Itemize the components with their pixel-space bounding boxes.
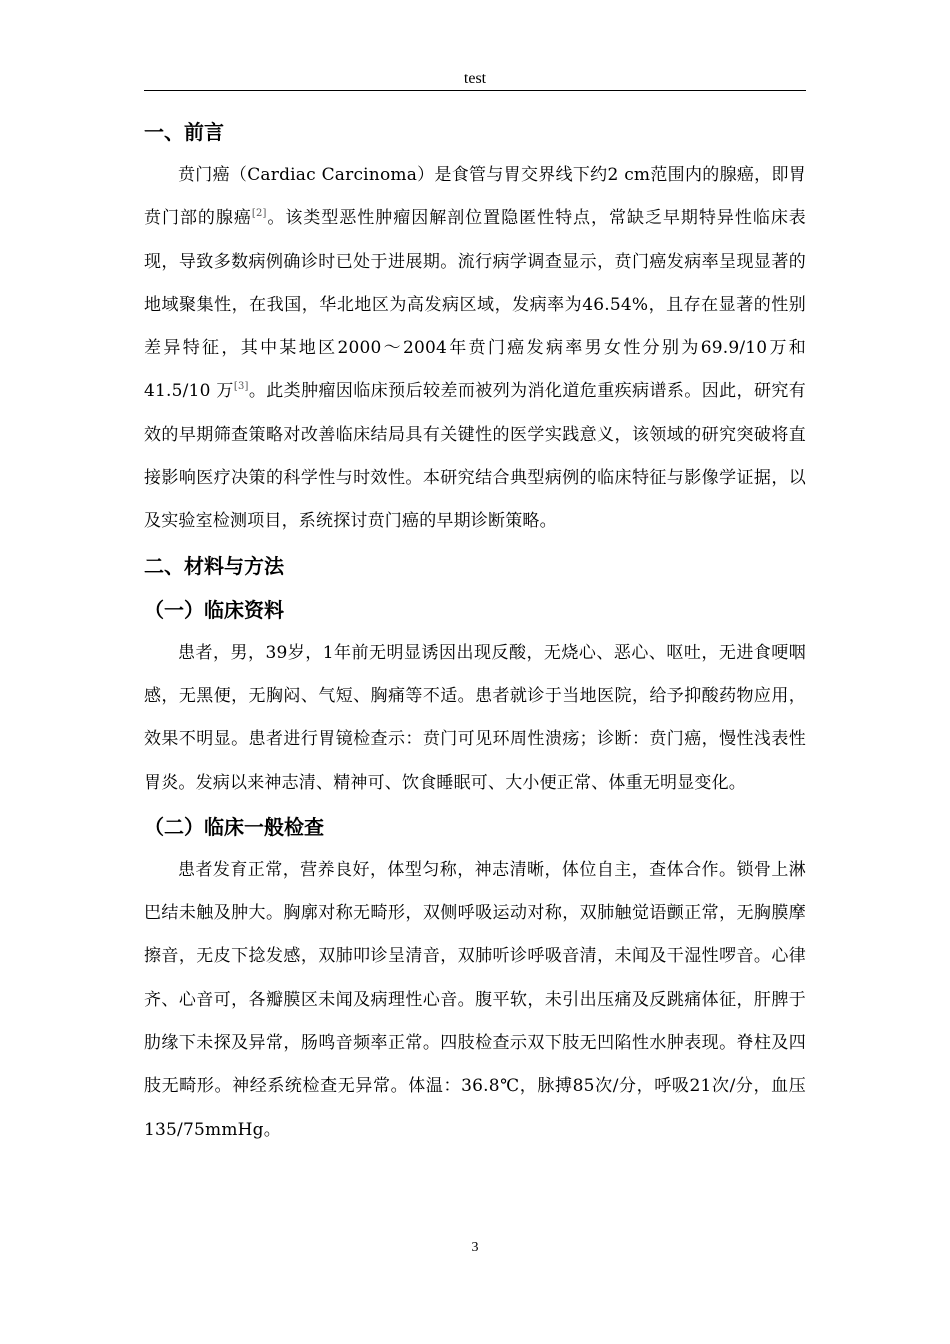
intro-paragraph bbox=[144, 154, 806, 544]
section-heading-intro: 一、前言 bbox=[144, 120, 224, 144]
citation-2: [2] bbox=[251, 208, 267, 220]
page-header: test bbox=[463, 70, 487, 87]
page-number: 3 bbox=[471, 1240, 479, 1255]
citation-3: [3] bbox=[233, 381, 249, 393]
clinical-data-paragraph: 患者，男，39岁，1年前无明显诱因出现反酸，无烧心、恶心、呕吐，无进食哽咽感，无黑便，无胸闷、气短、胸痛等不适。患者就诊于当地医院，给予抑酸药物应用，效果不明显。患者进行胃镜检查示：贲门可见环周性溃疡；诊断：贲门癌，慢性浅表性胃炎。发病以来神志清、精神可、饮食睡眠可、大小便正常、体重无明显变化。 bbox=[144, 642, 806, 793]
intro-text-part-3: 。此类肿瘤因临床预后较差而被列为消化道危重疾病谱系。因此，研究有效的早期筛查策略对改善临床结局具有关键性的医学实践意义，该领域的研究突破将直接影响医疗决策的科学性与时效性。本研究结合典型病例的临床特征与影像学证据，以及实验室检测项目，系统探讨贲门癌的早期诊断策略。 bbox=[144, 381, 806, 532]
subsection-heading-clinical-data: （一）临床资料 bbox=[144, 597, 284, 622]
general-exam-paragraph: 患者发育正常，营养良好，体型匀称，神志清晰，体位自主，查体合作。锁骨上淋巴结未触及肿大。胸廓对称无畸形，双侧呼吸运动对称，双肺触觉语颤正常，无胸膜摩擦音，无皮下捻发感，双肺叩诊呈清音，双肺听诊呼吸音清，未闻及干湿性啰音。心律齐、心音可，各瓣膜区未闻及病理性心音。腹平软，未引出压痛及反跳痛体征，肝脾于肋缘下未探及异常，肠鸣音频率正常。四肢检查示双下肢无凹陷性水肿表现。脊柱及四肢无畸形。神经系统检查无异常。体温：36.8℃，脉搏85次/分，呼吸21次/分，血压135/75mmHg。 bbox=[144, 859, 806, 1140]
intro-text-part-1: 贲门癌（Cardiac Carcinoma）是食管与胃交界线下约2 cm范围内的腺癌，即胃贲门部的腺癌 bbox=[144, 165, 806, 229]
header-rule bbox=[144, 90, 806, 91]
section-heading-methods: 二、材料与方法 bbox=[144, 553, 284, 578]
subsection-heading-general-exam: （二）临床一般检查 bbox=[144, 814, 324, 839]
intro-text-part-2: 。该类型恶性肿瘤因解剖位置隐匿性特点，常缺乏早期特异性临床表现，导致多数病例确诊时已处于进展期。流行病学调查显示，贲门癌发病率呈现显著的地域聚集性，在我国，华北地区为高发病区域，发病率为46.54%，且存在显著的性别差异特征，其中某地区2000～2004年贲门癌发病率男女性分别为69.9/10万和41.5/10 万 bbox=[144, 208, 806, 402]
document-body bbox=[144, 110, 806, 1152]
